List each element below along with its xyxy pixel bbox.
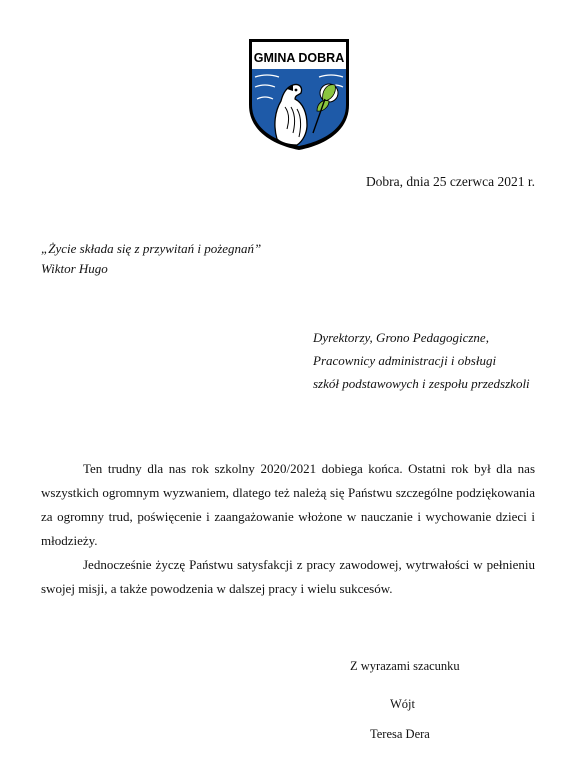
letter-body [41, 457, 535, 601]
quote-author: Wiktor Hugo [41, 261, 108, 276]
body-paragraph: Ten trudny dla nas rok szkolny 2020/2021 dobiega końca. Ostatni rok był dla nas wszystkich ogromnym wyzwaniem, dlatego też należą się Państwu szczególne podziękowania za ogromny trud, poświęcenie i zaangażowanie włożone w nauczanie i wychowanie dzieci i młodzieży. [41, 461, 535, 548]
recipient-line: szkół podstawowych i zespołu przedszkoli [313, 376, 530, 391]
epigraph [41, 239, 261, 279]
recipients-block [313, 326, 530, 395]
municipality-crest [247, 37, 351, 152]
quote-text: „Życie składa się z przywitań i pożegnań” [41, 241, 262, 256]
recipient-line: Pracownicy administracji i obsługi [313, 353, 497, 368]
signature-name: Teresa Dera [370, 727, 430, 741]
signature-role: Wójt [390, 697, 415, 711]
body-paragraph: Jednocześnie życzę Państwu satysfakcji z pracy zawodowej, wytrwałości w pełnieniu swojej misji, a także powodzenia w dalszej pracy i wielu sukcesów. [41, 557, 535, 596]
letter-date: Dobra, dnia 25 czerwca 2021 r. [365, 174, 535, 189]
signature-closing: Z wyrazami szacunku [350, 659, 460, 673]
recipient-line: Dyrektorzy, Grono Pedagogiczne, [313, 330, 489, 345]
crest-title: GMINA DOBRA [253, 51, 345, 65]
crest-emblem [247, 37, 351, 152]
